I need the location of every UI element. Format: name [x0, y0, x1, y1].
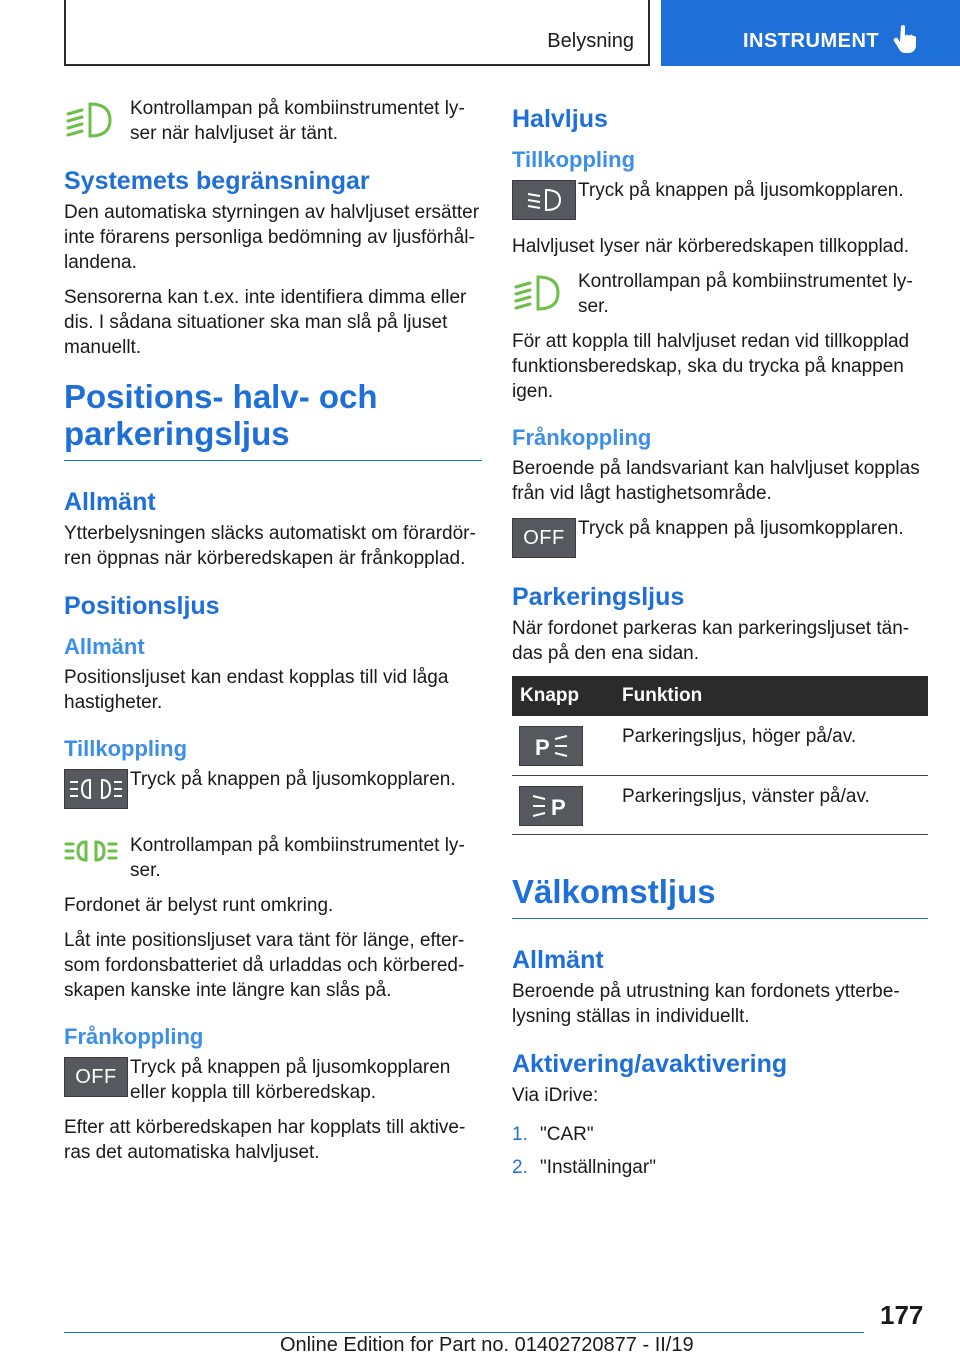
- position-on-button-text: Tryck på knappen på ljusomkopplaren.: [130, 769, 456, 790]
- intro-indicator-text: Kontrollampan på kombiinstrumentet lyser när halvljuset är tänt.: [130, 98, 465, 144]
- table-header-row: [512, 676, 928, 716]
- position-indicator-text: Kontrollampan på kombiinstrumentet lyser.: [130, 835, 465, 881]
- table-row: [512, 716, 928, 775]
- header-chapter-title: INSTRUMENT: [743, 30, 880, 52]
- low-beam-indicator-icon: [512, 271, 564, 315]
- heading-position-off: Frånkoppling: [64, 1024, 204, 1049]
- low-beam-early-text: För att koppla till halvljuset redan vid tillkopplad funktionsberedskap, ska du trycka på knappen igen.: [512, 331, 910, 402]
- heading-position-low-parking: Positions- halv- och parkeringsljus: [64, 378, 482, 461]
- position-lit-text: Fordonet är belyst runt omkring.: [64, 895, 334, 916]
- low-beam-off-text: Beroende på landsvariant kan halvljuset kopplas från vid lågt hastighetsområde.: [512, 458, 920, 504]
- heading-low-beam-off: Frånkoppling: [512, 425, 652, 450]
- low-beam-lit-text: Halvljuset lyser när körberedskapen tillkopplad.: [512, 236, 910, 257]
- step-text: "Inställningar": [540, 1156, 656, 1178]
- low-beam-indicator-text: Kontrollampan på kombiinstrumentet lyser.: [578, 271, 913, 317]
- low-beam-indicator-row-2: [512, 269, 928, 319]
- heading-system-limits: Systemets begränsningar: [64, 167, 370, 195]
- hand-pointer-icon: [893, 24, 919, 54]
- position-off-button-text: Tryck på knappen på ljusomkopplaren eller koppla till körberedskap.: [130, 1057, 451, 1103]
- right-column: [512, 96, 928, 1188]
- position-light-icon: [68, 774, 124, 804]
- heading-low-beam-on: Tillkoppling: [512, 147, 636, 172]
- low-beam-button[interactable]: [512, 180, 576, 220]
- off-button[interactable]: [64, 1057, 128, 1097]
- heading-position-light: Positionsljus: [64, 592, 220, 620]
- position-general-text: Positionsljuset kan endast kopplas till vid låga hastigheter.: [64, 667, 449, 713]
- table-header-function: Funktion: [608, 676, 928, 716]
- heading-position-on: Tillkoppling: [64, 736, 188, 761]
- via-idrive-text: Via iDrive:: [512, 1084, 599, 1106]
- heading-general: Allmänt: [64, 488, 156, 516]
- step-number: 1.: [512, 1123, 528, 1145]
- parking-right-function: Parkeringsljus, höger på/av.: [608, 716, 928, 775]
- svg-text:P: P: [535, 735, 550, 760]
- footer-edition: Online Edition for Part no. 01402720877 - II/19: [280, 1334, 694, 1356]
- low-beam-indicator-icon: [64, 98, 116, 142]
- header-section-title: Belysning: [547, 30, 634, 52]
- heading-welcome-general: Allmänt: [512, 945, 604, 974]
- low-beam-off-button-text: Tryck på knappen på ljusomkopplaren.: [578, 518, 904, 539]
- heading-low-beam: Halvljus: [512, 105, 608, 133]
- low-beam-on-button-row: [512, 178, 928, 224]
- limits-text-1: Den automatiska styrningen av halvljuset ersätter inte förarens personliga bedömning av ljusförhållandena.: [64, 202, 480, 273]
- header-chapter-tab[interactable]: [661, 0, 960, 66]
- heading-welcome-light: Välkomstljus: [512, 873, 928, 919]
- position-after-text: Efter att körberedskapen har kopplats till aktiveras det automatiska halvljuset.: [64, 1117, 466, 1163]
- low-beam-icon: [524, 186, 564, 214]
- low-beam-on-button-text: Tryck på knappen på ljusomkopplaren.: [578, 180, 904, 201]
- position-on-button-row: [64, 767, 482, 813]
- heading-activation: Aktivering/avaktivering: [512, 1049, 788, 1078]
- footer-divider: [64, 1332, 864, 1333]
- parking-light-table: [512, 676, 928, 835]
- general-text: Ytterbelysningen släcks automatiskt om förardörren öppnas när körberedskapen är frånkopplad.: [64, 523, 476, 569]
- off-button-label: OFF: [523, 526, 565, 549]
- parking-light-right-icon: [529, 731, 573, 761]
- step-number: 2.: [512, 1156, 528, 1178]
- parking-light-left-button[interactable]: [519, 786, 583, 826]
- welcome-general-text: Beroende på utrustning kan fordonets ytterbelysning ställas in individuellt.: [512, 980, 900, 1027]
- low-beam-off-button-row: [512, 516, 928, 562]
- low-beam-indicator-row: [64, 96, 482, 146]
- off-button[interactable]: [512, 518, 576, 558]
- heading-position-general: Allmänt: [64, 634, 145, 659]
- page-number: 177: [880, 1300, 924, 1330]
- limits-text-2: Sensorerna kan t.ex. inte identifiera dimma eller dis. I sådana situationer ska man slå på ljuset manuellt.: [64, 287, 467, 358]
- header-section-box: [64, 0, 650, 66]
- position-warning-text: Låt inte positionsljuset vara tänt för länge, eftersom fordonsbatteriet då urladdas och körberedskapen kanske inte längre kan slås på.: [64, 930, 465, 1001]
- table-header-button: Knapp: [512, 676, 608, 716]
- heading-parking-light: Parkeringsljus: [512, 583, 685, 611]
- activation-steps: [512, 1122, 928, 1180]
- list-item: [512, 1155, 928, 1180]
- position-off-button-row: [64, 1055, 482, 1105]
- step-text: "CAR": [540, 1123, 594, 1145]
- list-item: [512, 1122, 928, 1147]
- left-column: [64, 96, 482, 1175]
- position-indicator-row: [64, 823, 482, 883]
- parking-light-right-button[interactable]: [519, 726, 583, 766]
- position-light-button[interactable]: [64, 769, 128, 809]
- parking-left-function: Parkeringsljus, vänster på/av.: [608, 775, 928, 834]
- svg-text:P: P: [551, 794, 566, 820]
- table-row: [512, 775, 928, 834]
- position-light-indicator-icon: [64, 833, 118, 873]
- parking-light-text: När fordonet parkeras kan parkeringsljuset tändas på den ena sidan.: [512, 618, 910, 664]
- off-button-label: OFF: [75, 1065, 117, 1088]
- parking-light-left-icon: [529, 791, 573, 821]
